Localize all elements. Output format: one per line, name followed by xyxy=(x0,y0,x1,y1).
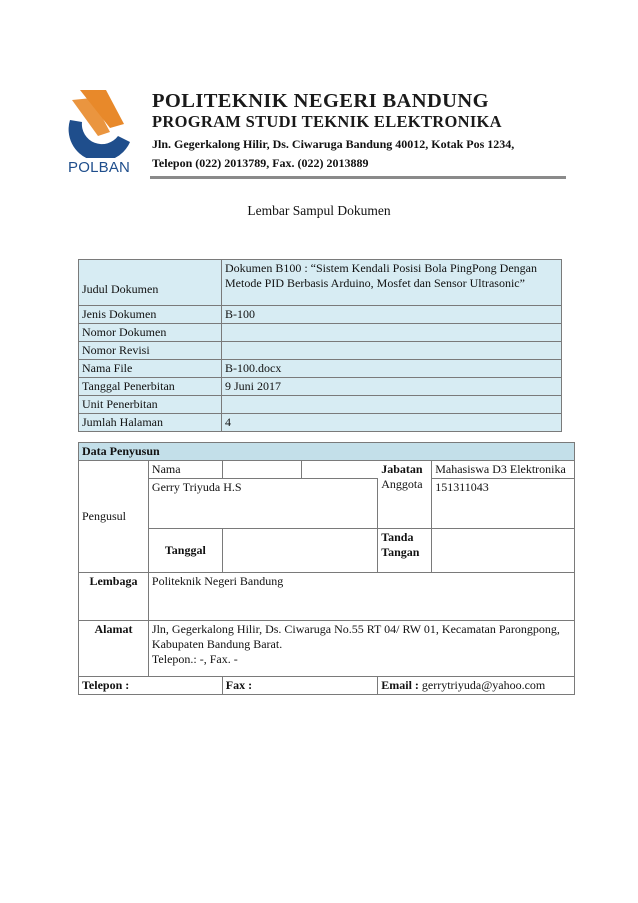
anggota-label: Anggota xyxy=(381,477,423,491)
logo-text: POLBAN xyxy=(68,159,131,176)
alamat-phone: Telepon.: -, Fax. - xyxy=(151,652,238,666)
jabatan-cell xyxy=(378,461,432,529)
tanggal-label: Tanggal xyxy=(148,529,222,573)
table-row xyxy=(79,396,562,414)
lembaga-value: Politeknik Negeri Bandung xyxy=(148,573,574,621)
row-value: 9 Juni 2017 xyxy=(222,378,562,396)
row-label: Jumlah Halaman xyxy=(79,414,222,432)
table-row xyxy=(79,529,575,573)
alamat-cell xyxy=(148,621,574,677)
section-title: Data Penyusun xyxy=(79,443,575,461)
table-row xyxy=(79,324,562,342)
nama-empty-cell xyxy=(222,461,301,479)
anggota-value: 151311043 xyxy=(432,479,575,529)
email-value: gerrytriyuda@yahoo.com xyxy=(421,678,546,692)
row-label: Unit Penerbitan xyxy=(79,396,222,414)
table-row xyxy=(79,378,562,396)
penyusun-table xyxy=(78,442,575,695)
pengusul-label xyxy=(79,461,149,573)
spacer-cell xyxy=(301,461,378,479)
table-row xyxy=(79,306,562,324)
row-value: 4 xyxy=(222,414,562,432)
lembaga-label: Lembaga xyxy=(79,573,149,621)
alamat-label: Alamat xyxy=(79,621,149,677)
table-row xyxy=(79,479,575,529)
row-label: Nomor Revisi xyxy=(79,342,222,360)
nama-value: Gerry Triyuda H.S xyxy=(148,479,377,529)
alamat-value: Jln, Gegerkalong Hilir, Ds. Ciwaruga No.55 RT 04/ RW 01, Kecamatan Parongpong, Kabupaten Bandung Barat. xyxy=(151,622,560,651)
row-label: Jenis Dokumen xyxy=(79,306,222,324)
address-line: Jln. Gegerkalong Hilir, Ds. Ciwaruga Bandung 40012, Kotak Pos 1234, xyxy=(152,137,515,151)
table-row xyxy=(79,677,575,695)
document-title: Lembar Sampul Dokumen xyxy=(247,203,391,218)
row-value: Dokumen B100 : “Sistem Kendali Posisi Bola PingPong Dengan Metode PID Berbasis Arduino, Mosfet dan Sensor Ultrasonic” xyxy=(222,260,562,306)
email-label: Email : xyxy=(381,678,419,692)
jabatan-value: Mahasiswa D3 Elektronika xyxy=(432,461,575,479)
row-label: Tanggal Penerbitan xyxy=(79,378,222,396)
table-row xyxy=(79,461,575,479)
institution-name: POLITEKNIK NEGERI BANDUNG xyxy=(152,90,489,112)
fax-label: Fax : xyxy=(222,677,377,695)
contact-line: Telepon (022) 2013789, Fax. (022) 2013889 xyxy=(152,156,369,170)
table-row xyxy=(79,360,562,378)
table-row xyxy=(79,414,562,432)
tanggal-value xyxy=(222,529,377,573)
table-row xyxy=(79,621,575,677)
document-info-table xyxy=(78,259,562,432)
row-label: Nomor Dokumen xyxy=(79,324,222,342)
row-value: B-100.docx xyxy=(222,360,562,378)
row-value xyxy=(222,342,562,360)
table-row xyxy=(79,342,562,360)
polban-logo-icon xyxy=(66,84,138,158)
pengusul-text: Pengusul xyxy=(82,509,127,523)
jabatan-label: Jabatan xyxy=(381,462,423,476)
row-label: Nama File xyxy=(79,360,222,378)
nama-label: Nama xyxy=(148,461,222,479)
program-name: PROGRAM STUDI TEKNIK ELEKTRONIKA xyxy=(152,112,502,131)
telepon-label: Telepon : xyxy=(79,677,223,695)
row-label: Judul Dokumen xyxy=(79,260,222,306)
row-value: B-100 xyxy=(222,306,562,324)
header-divider xyxy=(150,176,566,179)
table-row xyxy=(79,443,575,461)
row-value xyxy=(222,324,562,342)
table-row xyxy=(79,573,575,621)
table-row xyxy=(79,260,562,306)
email-cell xyxy=(378,677,575,695)
tanda-tangan-label: Tanda Tangan xyxy=(378,529,432,573)
row-value xyxy=(222,396,562,414)
tanda-tangan-value xyxy=(432,529,575,573)
